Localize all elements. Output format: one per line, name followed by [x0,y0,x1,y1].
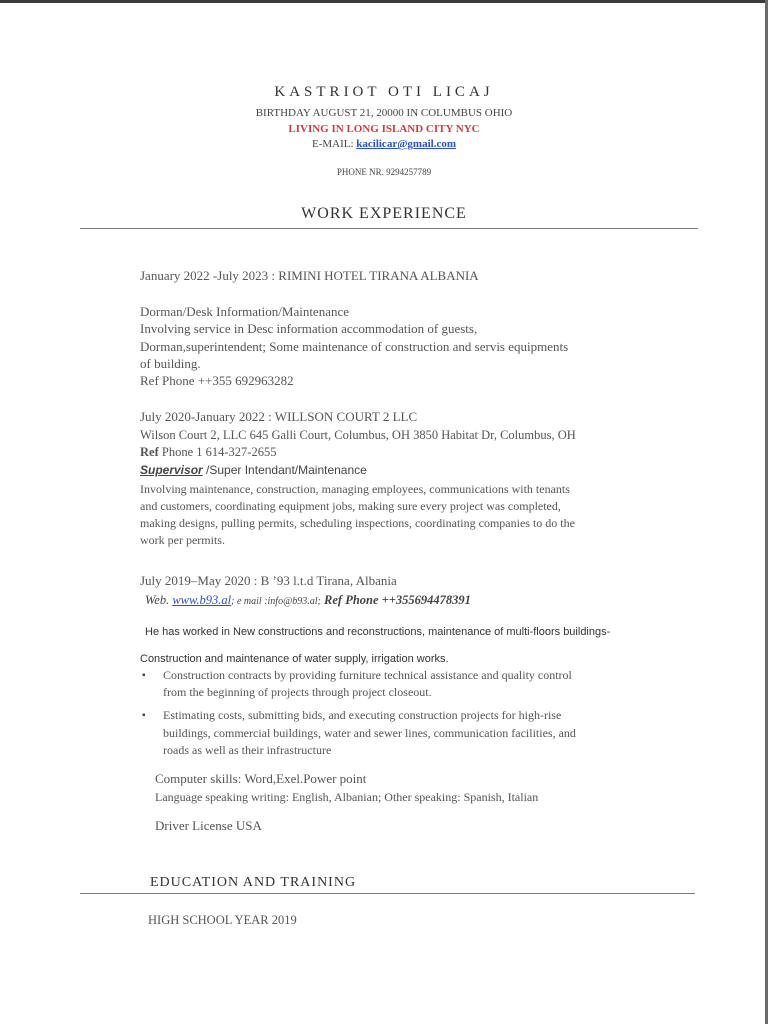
job3-ref-phone: Ref Phone ++355694478391 [320,593,471,607]
job2-desc2: and customers, coordinating equipment jobs, making sure every project was completed, [140,499,561,513]
driver-license: Driver License USA [155,818,262,833]
language-skills: Language speaking writing: English, Albanian; Other speaking: Spanish, Italian [155,790,539,804]
computer-skills: Computer skills: Word,Exel.Power point [155,771,367,786]
job3-bullet1-line1: Construction contracts by providing furniture technical assistance and quality control [163,668,572,682]
education-item: HIGH SCHOOL YEAR 2019 [148,913,297,927]
square-bullet-icon: ▪ [142,670,146,681]
job2-role [140,463,367,477]
candidate-name: KASTRIOT OTI LICAJ [274,84,494,100]
job3-heading: July 2019–May 2020 : B ’93 l.t.d Tirana, Albania [140,573,397,588]
birthday-line: BIRTHDAY AUGUST 21, 20000 IN COLUMBUS OHIO [255,107,513,119]
job1-role: Dorman/Desk Information/Maintenance [140,304,350,319]
job2-ref-value: Phone 1 614-327-2655 [158,445,277,459]
job2-role-rest: /Super Intendant/Maintenance [202,463,367,477]
job3-bullet2-line1: Estimating costs, submitting bids, and executing construction projects for high-rise [163,708,562,722]
job2-heading: July 2020-January 2022 : WILLSON COURT 2 LLC [140,409,418,424]
job2-ref-label: Ref [140,445,159,459]
phone-line: PHONE NR. 9294257789 [336,167,432,177]
job3-web-link[interactable]: www.b93.al [172,593,232,607]
job2-desc4: work per permits. [140,533,225,547]
job3-email-text: ; e mail :info@b93.al; [231,596,321,607]
work-experience-title: WORK EXPERIENCE [301,205,467,222]
job2-desc1: Involving maintenance, construction, managing employees, communications with tenants [140,482,570,496]
job3-summary1: He has worked in New constructions and reconstructions, maintenance of multi-floors buildings- [145,626,611,638]
scan-edge-top [0,0,768,3]
job3-web-line [145,593,471,608]
job1-ref-phone: Ref Phone ++355 692963282 [140,373,294,388]
job1-line3: of building. [140,356,201,371]
email-link[interactable]: kacilicar@gmail.com [356,138,457,150]
job1-line2: Dorman,superintendent; Some maintenance of construction and servis equipments [140,339,569,354]
job3-bullet2-line3: roads as well as their infrastructure [163,743,332,757]
job2-desc3: making designs, pulling permits, scheduling inspections, coordinating companies to do the [140,516,575,530]
job2-ref-phone [140,445,276,460]
email-line [0,138,768,150]
job3-bullet2-line2: buildings, commercial buildings, water and sewer lines, communication facilities, and [163,726,576,740]
job2-address: Wilson Court 2, LLC 645 Galli Court, Columbus, OH 3850 Habitat Dr, Columbus, OH [140,428,576,442]
job1-line1: Involving service in Desc information accommodation of guests, [140,321,478,336]
education-title: EDUCATION AND TRAINING [150,875,357,890]
job2-role-supervisor: Supervisor [140,463,203,477]
email-label: E-MAIL: [311,138,354,150]
work-experience-divider [80,228,698,229]
job1-heading: January 2022 -July 2023 : RIMINI HOTEL TIRANA ALBANIA [140,268,479,283]
education-divider [80,893,695,894]
job3-summary2: Construction and maintenance of water supply, irrigation works. [140,653,449,665]
job3-bullet1-line2: from the beginning of projects through project closeout. [163,685,432,699]
living-line: LIVING IN LONG ISLAND CITY NYC [288,123,480,135]
square-bullet-icon: ▪ [142,710,146,721]
job3-web-label: Web. [145,593,170,607]
